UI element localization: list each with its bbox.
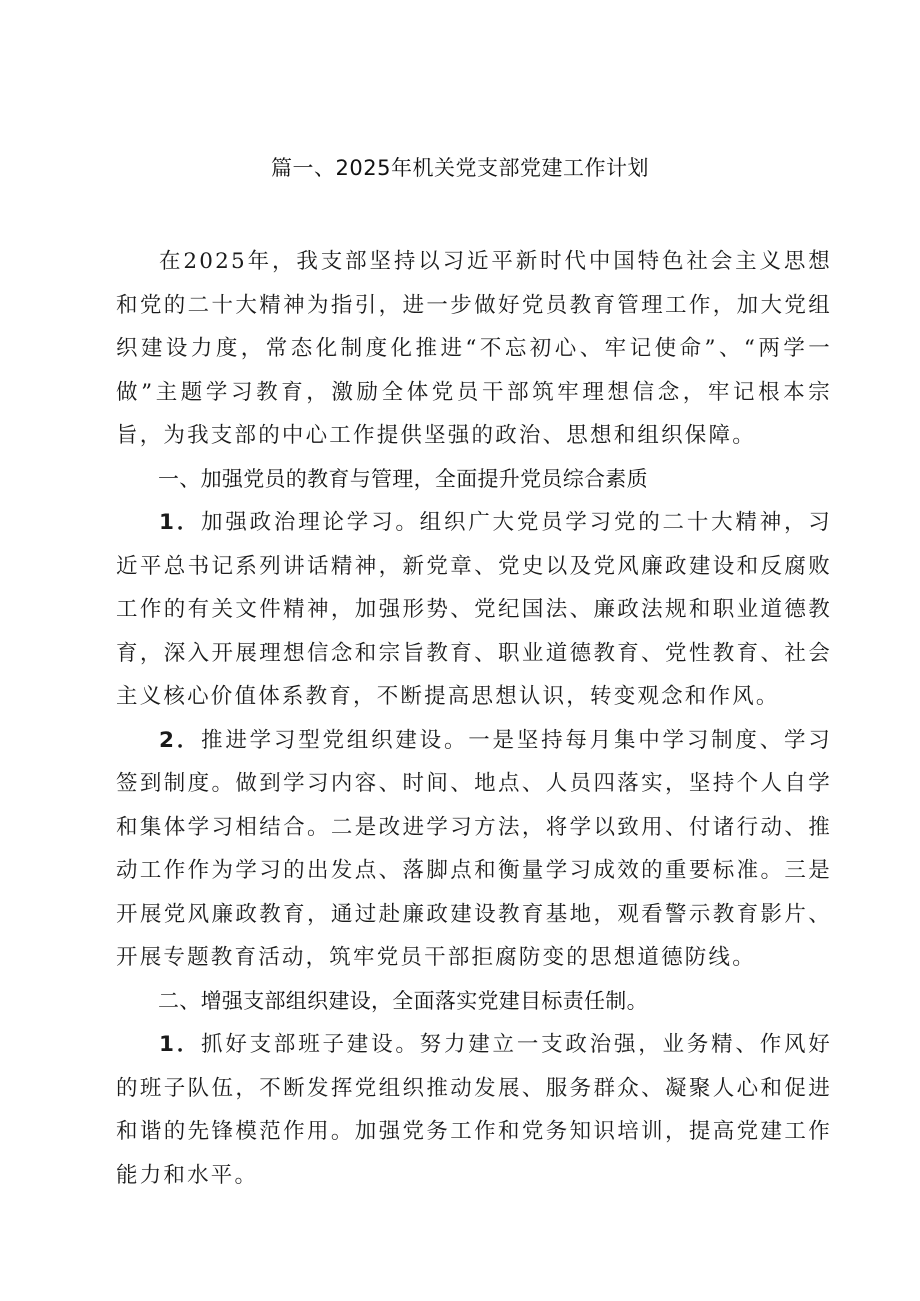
item-number: 1． bbox=[159, 1032, 202, 1057]
document-title: 篇一、2025年机关党支部党建工作计划 bbox=[271, 156, 649, 180]
item-text: 加强政治理论学习。组织广大党员学习党的二十大精神，习近平总书记系列讲话精神，新党章、党史以及党风廉政建设和反腐败工作的有关文件精神，加强形势、党纪国法、廉政法规和职业道德教育，深入开展理想信念和宗旨教育、职业道德教育、党性教育、社会主义核心价值体系教育，不断提高思想认识，转变观念和作风。 bbox=[116, 510, 832, 709]
section-1-item-1 bbox=[116, 501, 832, 719]
item-text: 推进学习型党组织建设。一是坚持每月集中学习制度、学习签到制度。做到学习内容、时间、地点、人员四落实，坚持个人自学和集体学习相结合。二是改进学习方法，将学以致用、付诸行动、推动工作作为学习的出发点、落脚点和衡量学习成效的重要标准。三是开展党风廉政教育，通过赴廉政建设教育基地，观看警示教育影片、开展专题教育活动，筑牢党员干部拒腐防变的思想道德防线。 bbox=[116, 727, 832, 970]
section-2-heading: 二、增强支部组织建设，全面落实党建目标责任制。 bbox=[158, 988, 648, 1013]
item-number: 2． bbox=[159, 727, 202, 753]
item-number: 1． bbox=[159, 510, 202, 535]
section-1-item-2 bbox=[116, 719, 832, 980]
item-text: 抓好支部班子建设。努力建立一支政治强，业务精、作风好的班子队伍，不断发挥党组织推动发展、服务群众、凝聚人心和促进和谐的先锋模范作用。加强党务工作和党务知识培训，提高党建工作能力和水平。 bbox=[116, 1032, 832, 1188]
document-body bbox=[116, 240, 832, 1197]
intro-paragraph: 在2025年，我支部坚持以习近平新时代中国特色社会主义思想和党的二十大精神为指引，进一步做好党员教育管理工作，加大党组织建设力度，常态化制度化推进“不忘初心、牢记使命”、“两学一做”主题学习教育，激励全体党员干部筑牢理想信念，牢记根本宗旨，为我支部的中心工作提供坚强的政治、思想和组织保障。 bbox=[116, 249, 832, 448]
section-1-heading: 一、加强党员的教育与管理，全面提升党员综合素质 bbox=[158, 466, 648, 491]
section-2-item-1 bbox=[116, 1023, 832, 1197]
